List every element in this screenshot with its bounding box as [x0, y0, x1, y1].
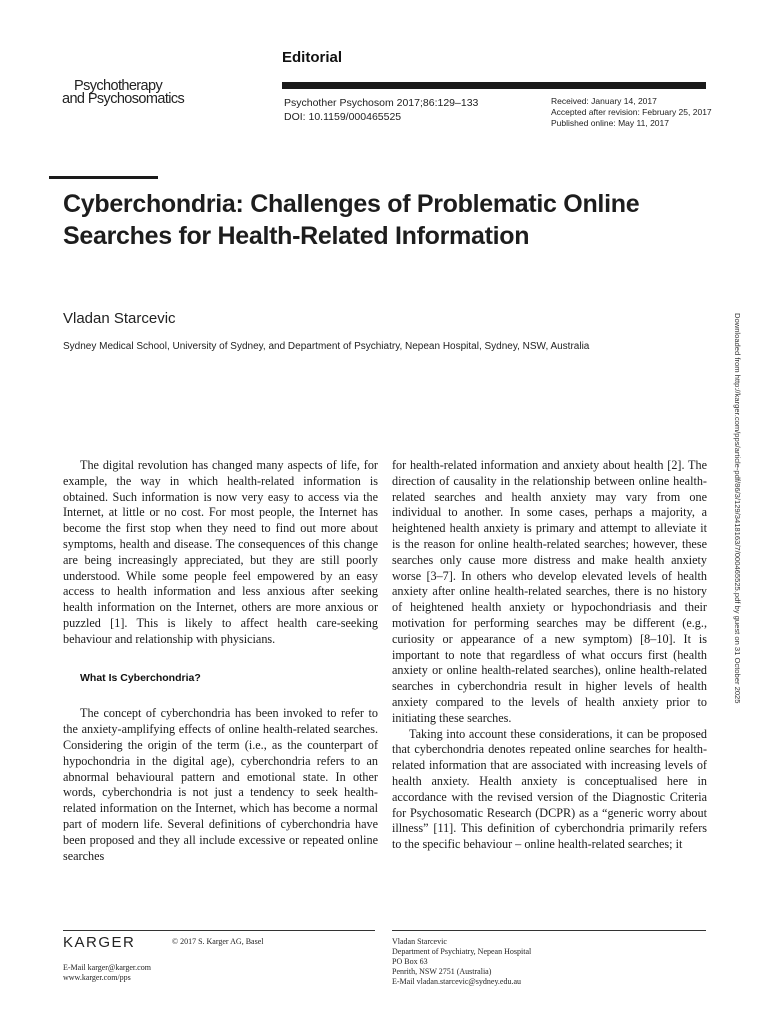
download-watermark: Downloaded from http://karger.com/pps/article-pdf/86/3/129/3418163/7/000465525.pdf by guest on 31 October 2025 — [733, 313, 742, 704]
paragraph: Taking into account these considerations, it can be proposed that cyberchondria denotes repeated online searches for health-related information that are associated with increasing levels of health anxiety. Health anxiety is conceptualised here in accordance with the revised version of the Diagnostic Criteria for Psychosomatic Research (DCPR) as a “generic worry about illness” [11]. This definition of cyberchondria primarily refers to the specific behaviour – online health-related searches; it — [392, 726, 707, 852]
doi-link[interactable]: DOI: 10.1159/000465525 — [284, 111, 402, 123]
journal-logo-line-1: Psychotherapy — [74, 78, 163, 94]
title-rule — [49, 176, 158, 179]
copyright-notice: © 2017 S. Karger AG, Basel — [172, 937, 264, 946]
author-name: Vladan Starcevic — [63, 310, 176, 327]
publisher-email-link[interactable]: E-Mail karger@karger.com — [63, 963, 151, 972]
publisher-logo: KARGER — [63, 934, 136, 951]
article-dates — [551, 96, 712, 129]
header-rule — [282, 82, 706, 89]
author-affiliation: Sydney Medical School, University of Sydney, and Department of Psychiatry, Nepean Hospital, Sydney, NSW, Australia — [63, 341, 590, 352]
correspondence-address — [392, 937, 531, 987]
article-title: Cyberchondria: Challenges of Problematic Online Searches for Health-Related Information — [63, 190, 640, 250]
correspondence-pobox: PO Box 63 — [392, 957, 428, 966]
correspondence-email-link[interactable]: E-Mail vladan.starcevic@sydney.edu.au — [392, 977, 522, 986]
journal-logo — [62, 80, 184, 106]
correspondence-name: Vladan Starcevic — [392, 937, 447, 946]
citation-block — [284, 96, 478, 124]
footer-rule — [392, 930, 706, 931]
publisher-website-link[interactable]: www.karger.com/pps — [63, 973, 131, 982]
citation: Psychother Psychosom 2017;86:129–133 — [284, 97, 479, 109]
accepted-date: Accepted after revision: February 25, 2017 — [551, 107, 712, 117]
correspondence-city: Penrith, NSW 2751 (Australia) — [392, 967, 492, 976]
received-date: Received: January 14, 2017 — [551, 96, 657, 106]
footer-rule — [63, 930, 375, 931]
journal-logo-line-2: and Psychosomatics — [62, 91, 185, 107]
paragraph: The concept of cyberchondria has been invoked to refer to the anxiety-amplifying effects of online health-related searches. Considering the origin of the term (i.e., as the counterpart of hypochondria in the digital age), cyberchondria refers to an abnormal behavioural pattern and emotional state. In other words, cyberchondria is not just a tendency to seek health-related information on the Internet, which has become a normal part of modern life. Several definitions of cyberchondria have been proposed and they all include excessive or repeated online searches — [63, 706, 378, 863]
section-heading: What Is Cyberchondria? — [80, 671, 201, 684]
published-date: Published online: May 11, 2017 — [551, 118, 669, 128]
publisher-contact — [63, 963, 151, 983]
paragraph: The digital revolution has changed many aspects of life, for example, the way in which health-related information is obtained. Such information is now very easy to access via the Internet, at little or no cost. For most people, the Internet has become the first stop when they need to find out more about symptoms, health and disease. The consequences of this change are being increasingly appreciated, but they are still poorly understood. While some people feel empowered by an easy access to health information and less anxious after seeking health information on the Internet, others are more anxious or puzzled [1]. This is likely to affect health care-seeking behaviour and relationship with physicians. — [63, 458, 378, 646]
paragraph: for health-related information and anxiety about health [2]. The direction of causality in the relationship between online health-related searches and health anxiety may vary from one individual to another. In some cases, perhaps a majority, a heightened health anxiety is primary and attempt to alleviate it is the reason for online health-related searches; however, these searches only cause more distress and make health anxiety worse [3–7]. In others who develop elevated levels of health anxiety after online health-related searches, there is no history of heightened health anxiety or hypochondriasis and their motivation for performing searches may be different (e.g., curiosity or appearance of a new symptom) [8–10]. It is important to note that regardless of what occurs first (health anxiety or online health-related searches), online health-related searches in cyberchondria result in higher levels of health anxiety compared to the levels of health anxiety prior to initiating these searches. — [392, 458, 707, 725]
correspondence-department: Department of Psychiatry, Nepean Hospital — [392, 947, 532, 956]
section-label: Editorial — [282, 49, 343, 66]
body-column-left — [63, 458, 378, 864]
body-column-right — [392, 458, 707, 853]
